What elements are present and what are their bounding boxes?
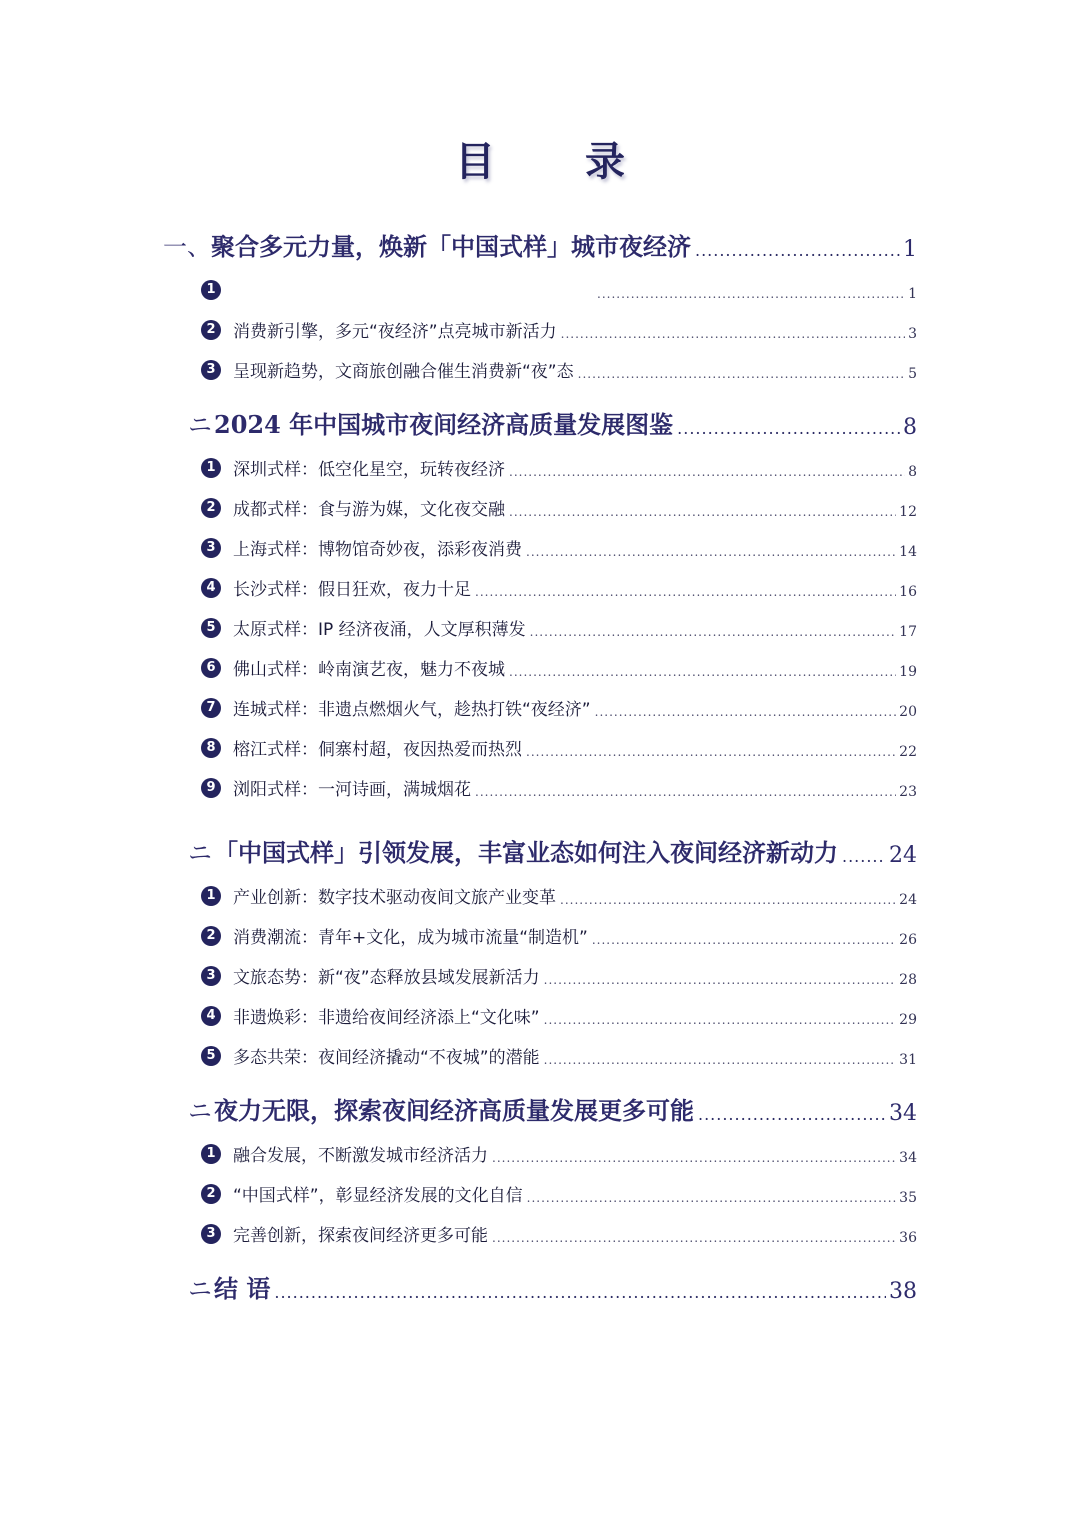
section-5-page: 38: [889, 1279, 917, 1304]
leader-dots: [578, 366, 905, 382]
item-page: 29: [899, 1012, 917, 1028]
section-4-page: 34: [889, 1101, 917, 1126]
toc-item-1-1[interactable]: [201, 276, 917, 302]
item-page: 16: [899, 584, 917, 600]
number-badge-icon: 3: [201, 1224, 221, 1244]
item-text: 太原式样：IP 经济夜涌，人文厚积薄发: [233, 620, 526, 640]
toc-item-3-5[interactable]: [201, 1042, 917, 1068]
number-badge-icon: 5: [201, 1046, 221, 1066]
leader-dots: [526, 544, 896, 560]
number-badge-icon: 3: [201, 966, 221, 986]
leader-dots: [530, 624, 897, 640]
leader-dots: [509, 664, 896, 680]
leader-dots: [509, 504, 896, 520]
item-text: 呈现新趋势，文商旅创融合催生消费新“夜”态: [233, 362, 574, 382]
section-1-prefix: 一、: [163, 233, 211, 261]
section-5-title: 结 语: [214, 1274, 271, 1303]
number-badge-icon: 4: [201, 578, 221, 598]
item-page: 28: [899, 972, 917, 988]
section-2-page: 8: [903, 415, 917, 440]
toc-item-4-2[interactable]: [201, 1180, 917, 1206]
item-text: “中国式样”，彰显经济发展的文化自信: [233, 1186, 523, 1206]
item-page: 35: [899, 1190, 917, 1206]
number-badge-icon: 8: [201, 738, 221, 758]
item-page: 24: [899, 892, 917, 908]
toc-item-2-1[interactable]: [201, 454, 917, 480]
item-page: 17: [899, 624, 917, 640]
number-badge-icon: 1: [201, 280, 221, 300]
toc-item-2-6[interactable]: [201, 654, 917, 680]
number-badge-icon: 1: [201, 1144, 221, 1164]
leader-dots: [526, 744, 896, 760]
toc-item-2-4[interactable]: [201, 574, 917, 600]
toc-section-1[interactable]: [163, 228, 917, 262]
leader-dots: [544, 1012, 897, 1028]
toc-section-5[interactable]: [188, 1270, 917, 1304]
leader-dots: [597, 286, 905, 302]
number-badge-icon: 6: [201, 658, 221, 678]
section-3-page: 24: [889, 843, 917, 868]
toc-item-3-2[interactable]: [201, 922, 917, 948]
number-badge-icon: 2: [201, 320, 221, 340]
item-text: 非遗焕彩：非遗给夜间经济添上“文化味”: [233, 1008, 540, 1028]
section-1-title: 聚合多元力量，焕新「中国式样」城市夜经济: [211, 232, 691, 261]
item-text: 佛山式样：岭南演艺夜，魅力不夜城: [233, 660, 505, 680]
item-page: 26: [899, 932, 917, 948]
section-1-page: 1: [903, 237, 917, 262]
number-badge-icon: 2: [201, 498, 221, 518]
toc-section-4[interactable]: [188, 1092, 917, 1126]
number-badge-icon: 5: [201, 618, 221, 638]
toc-item-2-3[interactable]: [201, 534, 917, 560]
leader-dots: [274, 1282, 886, 1304]
item-text: 成都式样：食与游为媒，文化夜交融: [233, 500, 505, 520]
leader-dots: [677, 418, 900, 440]
leader-dots: [527, 1190, 897, 1206]
number-badge-icon: 1: [201, 458, 221, 478]
item-text: 长沙式样：假日狂欢，夜力十足: [233, 580, 471, 600]
item-text: 消费潮流：青年+文化，成为城市流量“制造机”: [233, 928, 588, 948]
leader-dots: [544, 1052, 897, 1068]
leader-dots: [561, 326, 905, 342]
toc-item-4-1[interactable]: [201, 1140, 917, 1166]
number-badge-icon: 2: [201, 926, 221, 946]
item-page: 8: [908, 464, 917, 480]
number-badge-icon: 1: [201, 886, 221, 906]
section-2-title: 2024 年中国城市夜间经济高质量发展图鉴: [214, 410, 674, 439]
leader-dots: [560, 892, 896, 908]
item-text: 上海式样：博物馆奇妙夜，添彩夜消费: [233, 540, 522, 560]
toc-item-3-3[interactable]: [201, 962, 917, 988]
number-badge-icon: 3: [201, 538, 221, 558]
leader-dots: [475, 584, 896, 600]
item-text: 浏阳式样：一河诗画，满城烟花: [233, 780, 471, 800]
toc-item-2-9[interactable]: [201, 774, 917, 800]
toc-item-1-2[interactable]: [201, 316, 917, 342]
section-3-prefix: ニ: [188, 839, 212, 867]
leader-dots: [509, 464, 905, 480]
item-page: 34: [899, 1150, 917, 1166]
leader-dots: [842, 846, 886, 868]
leader-dots: [695, 240, 900, 262]
item-text: 融合发展，不断激发城市经济活力: [233, 1146, 488, 1166]
toc-item-1-3[interactable]: [201, 356, 917, 382]
item-page: 3: [908, 326, 917, 342]
item-page: 12: [899, 504, 917, 520]
number-badge-icon: 3: [201, 360, 221, 380]
item-page: 23: [899, 784, 917, 800]
toc-item-3-1[interactable]: [201, 882, 917, 908]
section-2-prefix: ニ: [188, 411, 212, 439]
section-4-title: 夜力无限，探索夜间经济高质量发展更多可能: [214, 1096, 694, 1125]
item-text: 深圳式样：低空化星空，玩转夜经济: [233, 460, 505, 480]
toc-item-2-8[interactable]: [201, 734, 917, 760]
item-text: 连城式样：非遗点燃烟火气，趁热打铁“夜经济”: [233, 700, 591, 720]
leader-dots: [544, 972, 897, 988]
number-badge-icon: 4: [201, 1006, 221, 1026]
leader-dots: [492, 1230, 896, 1246]
toc-item-2-2[interactable]: [201, 494, 917, 520]
item-page: 19: [899, 664, 917, 680]
number-badge-icon: 9: [201, 778, 221, 798]
item-page: 31: [899, 1052, 917, 1068]
item-page: 5: [908, 366, 917, 382]
page-title: 目 录: [455, 138, 663, 185]
toc-item-2-7[interactable]: [201, 694, 917, 720]
toc-item-2-5[interactable]: [201, 614, 917, 640]
item-page: 22: [899, 744, 917, 760]
item-text: 榕江式样：侗寨村超，夜因热爱而热烈: [233, 740, 522, 760]
leader-dots: [698, 1104, 886, 1126]
section-3-title: 「中国式样」引领发展，丰富业态如何注入夜间经济新动力: [214, 838, 838, 867]
item-page: 20: [899, 704, 917, 720]
leader-dots: [492, 1150, 896, 1166]
item-text: 消费新引擎，多元“夜经济”点亮城市新活力: [233, 322, 557, 342]
number-badge-icon: 2: [201, 1184, 221, 1204]
toc-section-2[interactable]: [188, 406, 917, 440]
item-page: 1: [908, 286, 917, 302]
item-text: 文旅态势：新“夜”态释放县域发展新活力: [233, 968, 540, 988]
item-text: 产业创新：数字技术驱动夜间文旅产业变革: [233, 888, 556, 908]
leader-dots: [595, 704, 897, 720]
section-5-prefix: ニ: [188, 1275, 212, 1303]
toc-item-4-3[interactable]: [201, 1220, 917, 1246]
toc-section-3[interactable]: [188, 834, 917, 868]
item-text: 多态共荣：夜间经济撬动“不夜城”的潜能: [233, 1048, 540, 1068]
item-page: 36: [899, 1230, 917, 1246]
item-text: 完善创新，探索夜间经济更多可能: [233, 1226, 488, 1246]
leader-dots: [475, 784, 896, 800]
leader-dots: [592, 932, 896, 948]
toc-item-3-4[interactable]: [201, 1002, 917, 1028]
number-badge-icon: 7: [201, 698, 221, 718]
section-4-prefix: ニ: [188, 1097, 212, 1125]
item-page: 14: [899, 544, 917, 560]
